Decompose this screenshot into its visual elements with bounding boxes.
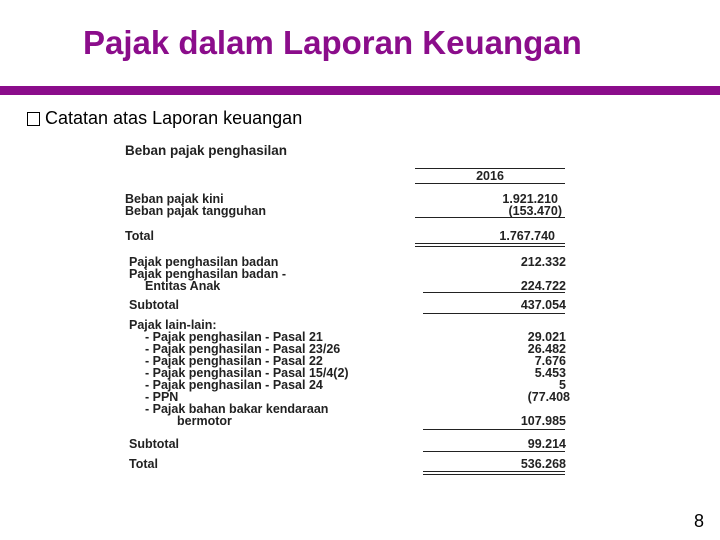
statement-row bbox=[129, 458, 570, 470]
row-label: - Pajak bahan bakar kendaraan bbox=[145, 402, 329, 416]
subtotal-rule bbox=[423, 292, 565, 293]
statement-heading: Beban pajak penghasilan bbox=[125, 143, 288, 158]
row-label: bermotor bbox=[177, 414, 232, 428]
slide-title: Pajak dalam Laporan Keuangan bbox=[83, 24, 582, 61]
page-number: 8 bbox=[694, 511, 705, 531]
row-label: Total bbox=[125, 229, 154, 243]
row-label: Subtotal bbox=[129, 437, 179, 451]
row-value: 536.268 bbox=[520, 457, 566, 471]
rows-block-2 bbox=[129, 256, 570, 292]
row-label: Entitas Anak bbox=[145, 279, 221, 293]
subtotal-rule bbox=[423, 451, 565, 452]
row-label: Subtotal bbox=[129, 298, 179, 312]
row-value: 26.482 bbox=[527, 342, 566, 356]
statement-row bbox=[125, 230, 570, 242]
subtotal-rule bbox=[423, 313, 565, 314]
row-label: - Pajak penghasilan - Pasal 22 bbox=[145, 354, 323, 368]
row-value: (153.470) bbox=[508, 204, 562, 218]
row-value: 437.054 bbox=[520, 298, 566, 312]
rows-block-3 bbox=[129, 319, 570, 427]
row-value: 1.921.210 bbox=[502, 192, 558, 206]
row-value: 5 bbox=[559, 378, 566, 392]
row-label: Pajak lain-lain: bbox=[129, 318, 217, 332]
statement-row bbox=[129, 379, 570, 391]
row-value: 5.453 bbox=[534, 366, 566, 380]
statement-row bbox=[129, 438, 570, 450]
row-label: - Pajak penghasilan - Pasal 24 bbox=[145, 378, 323, 392]
row-label: Pajak penghasilan badan bbox=[129, 255, 279, 269]
statement-row bbox=[129, 415, 570, 427]
row-label: Total bbox=[129, 457, 158, 471]
total-double-rule bbox=[415, 243, 565, 247]
row-label: - Pajak penghasilan - Pasal 23/26 bbox=[145, 342, 341, 356]
row-value: 1.767.740 bbox=[499, 229, 555, 243]
row-value: 7.676 bbox=[534, 354, 566, 368]
rows-block-1 bbox=[125, 193, 570, 217]
row-label: Pajak penghasilan badan - bbox=[129, 267, 286, 281]
row-label: - PPN bbox=[145, 390, 179, 404]
row-label: Beban pajak tangguhan bbox=[125, 204, 266, 218]
year-column-header: 2016 bbox=[415, 168, 565, 184]
title-divider bbox=[0, 86, 720, 95]
row-value: 99.214 bbox=[527, 437, 566, 451]
statement-row bbox=[129, 299, 570, 311]
row-label: - Pajak penghasilan - Pasal 21 bbox=[145, 330, 323, 344]
statement-row bbox=[129, 280, 570, 292]
row-value: 29.021 bbox=[527, 330, 566, 344]
row-value: 212.332 bbox=[520, 255, 566, 269]
bullet-item bbox=[27, 108, 302, 129]
row-label: - Pajak penghasilan - Pasal 15/4(2) bbox=[145, 366, 349, 380]
subtotal-rule bbox=[415, 217, 565, 218]
statement-row bbox=[125, 205, 570, 217]
row-value: (77.408 bbox=[527, 390, 570, 404]
square-bullet-icon bbox=[27, 112, 40, 126]
subtotal-rule bbox=[423, 429, 565, 430]
row-label: Beban pajak kini bbox=[125, 192, 224, 206]
total-double-rule bbox=[423, 471, 565, 475]
row-value: 224.722 bbox=[520, 279, 566, 293]
row-value: 107.985 bbox=[520, 414, 566, 428]
bullet-text: Catatan atas Laporan keuangan bbox=[45, 108, 303, 128]
